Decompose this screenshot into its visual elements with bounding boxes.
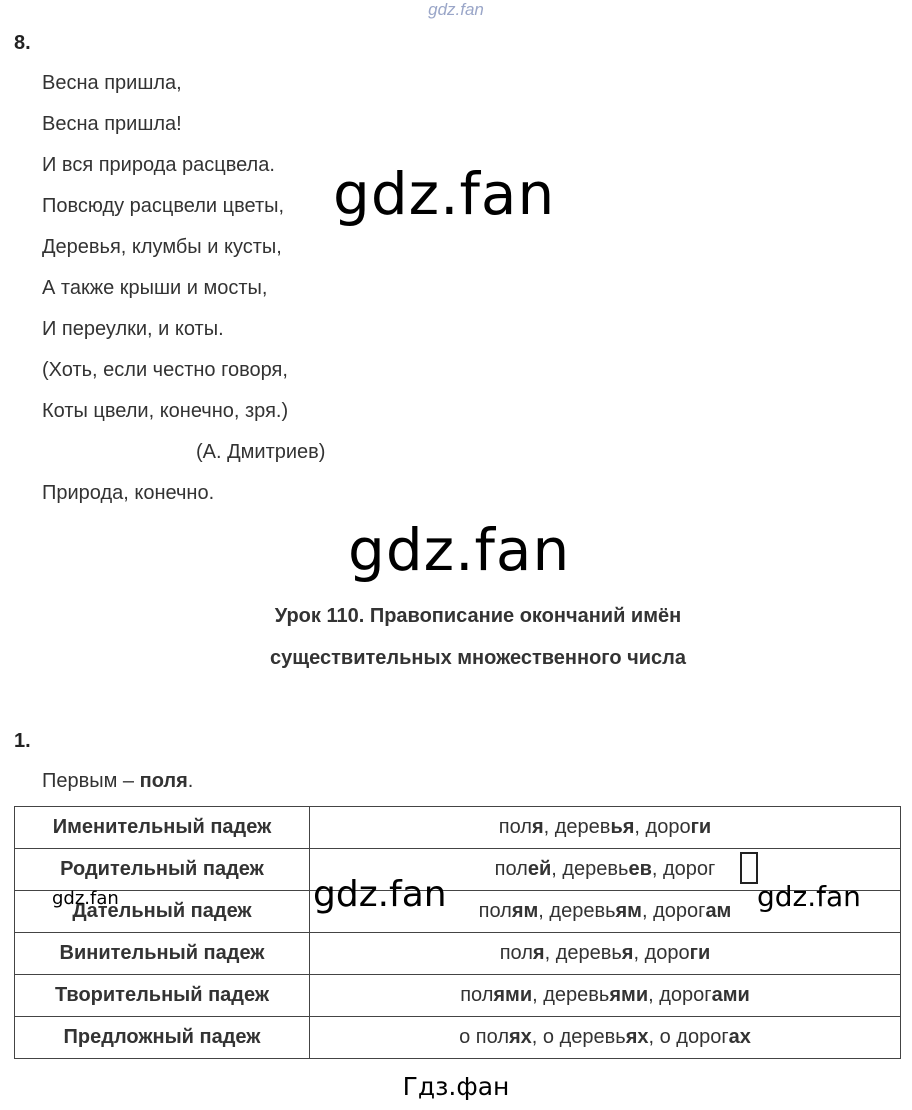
- case-name: Творительный падеж: [15, 975, 310, 1017]
- lesson-title-line2: существительных множественного числа: [270, 647, 686, 669]
- poem-line: Коты цвели, конечно, зря.): [42, 400, 289, 422]
- intro-suffix: .: [187, 770, 194, 792]
- ending: ях: [509, 1026, 532, 1048]
- poem-author: (А. Дмитриев): [196, 441, 326, 463]
- table-row: [15, 807, 901, 849]
- ending: ями: [493, 984, 533, 1006]
- ending: ям: [511, 900, 539, 922]
- intro-prefix: Первым –: [42, 770, 140, 792]
- ending: ги: [690, 816, 712, 838]
- ending: ами: [711, 984, 750, 1006]
- case-name: Родительный падеж: [15, 849, 310, 891]
- task1-intro: [42, 770, 193, 793]
- ending: я: [532, 942, 545, 964]
- case-forms: полей, деревьев, дорог: [310, 849, 901, 891]
- poem-line: И вся природа расцвела.: [42, 154, 275, 176]
- ending: ям: [615, 900, 642, 922]
- watermark-medium: gdz.fan: [313, 874, 447, 915]
- case-forms: полям, деревьям, дорогам: [310, 891, 901, 933]
- missing-glyph-box-icon: [740, 852, 758, 884]
- poem-line: Повсюду расцвели цветы,: [42, 195, 285, 217]
- case-forms: полями, деревьями, дорогами: [310, 975, 901, 1017]
- table-row: [15, 975, 901, 1017]
- case-name: Дательный падеж: [15, 891, 310, 933]
- poem-line: Весна пришла,: [42, 72, 182, 94]
- ending: я: [621, 942, 634, 964]
- ending: ев: [628, 858, 652, 880]
- task-number-8: 8.: [14, 32, 31, 54]
- ending: я: [531, 816, 544, 838]
- case-name: Предложный падеж: [15, 1017, 310, 1059]
- watermark-small: gdz.fan: [52, 888, 119, 909]
- ending: ей: [527, 858, 552, 880]
- poem-line: А также крыши и мосты,: [42, 277, 268, 299]
- ending: ями: [609, 984, 649, 1006]
- case-forms: о полях, о деревьях, о дорогах: [310, 1017, 901, 1059]
- watermark-medium-right: gdz.fan: [757, 880, 861, 913]
- watermark-large: gdz.fan: [348, 516, 571, 584]
- intro-bold-word: поля: [139, 770, 188, 792]
- task8-answer: Природа, конечно.: [42, 482, 215, 504]
- bottom-watermark: Гдз.фан: [402, 1072, 510, 1101]
- case-forms: поля, деревья, дороги: [310, 807, 901, 849]
- poem-line: И переулки, и коты.: [42, 318, 224, 340]
- table-row: [15, 1017, 901, 1059]
- top-watermark: gdz.fan: [428, 0, 484, 19]
- table-row: [15, 933, 901, 975]
- declension-table: [14, 806, 901, 1059]
- task-number-1: 1.: [14, 730, 31, 752]
- poem-line: (Хоть, если честно говоря,: [42, 359, 288, 381]
- ending: ги: [689, 942, 711, 964]
- poem-line: Весна пришла!: [42, 113, 182, 135]
- case-forms: поля, деревья, дороги: [310, 933, 901, 975]
- watermark-large: gdz.fan: [333, 160, 556, 228]
- ending: ья: [610, 816, 635, 838]
- lesson-title-line1: Урок 110. Правописание окончаний имён: [274, 605, 682, 627]
- case-name: Винительный падеж: [15, 933, 310, 975]
- case-name: Именительный падеж: [15, 807, 310, 849]
- ending: ях: [625, 1026, 649, 1048]
- ending: ах: [728, 1026, 751, 1048]
- ending: ам: [705, 900, 732, 922]
- poem-line: Деревья, клумбы и кусты,: [42, 236, 282, 258]
